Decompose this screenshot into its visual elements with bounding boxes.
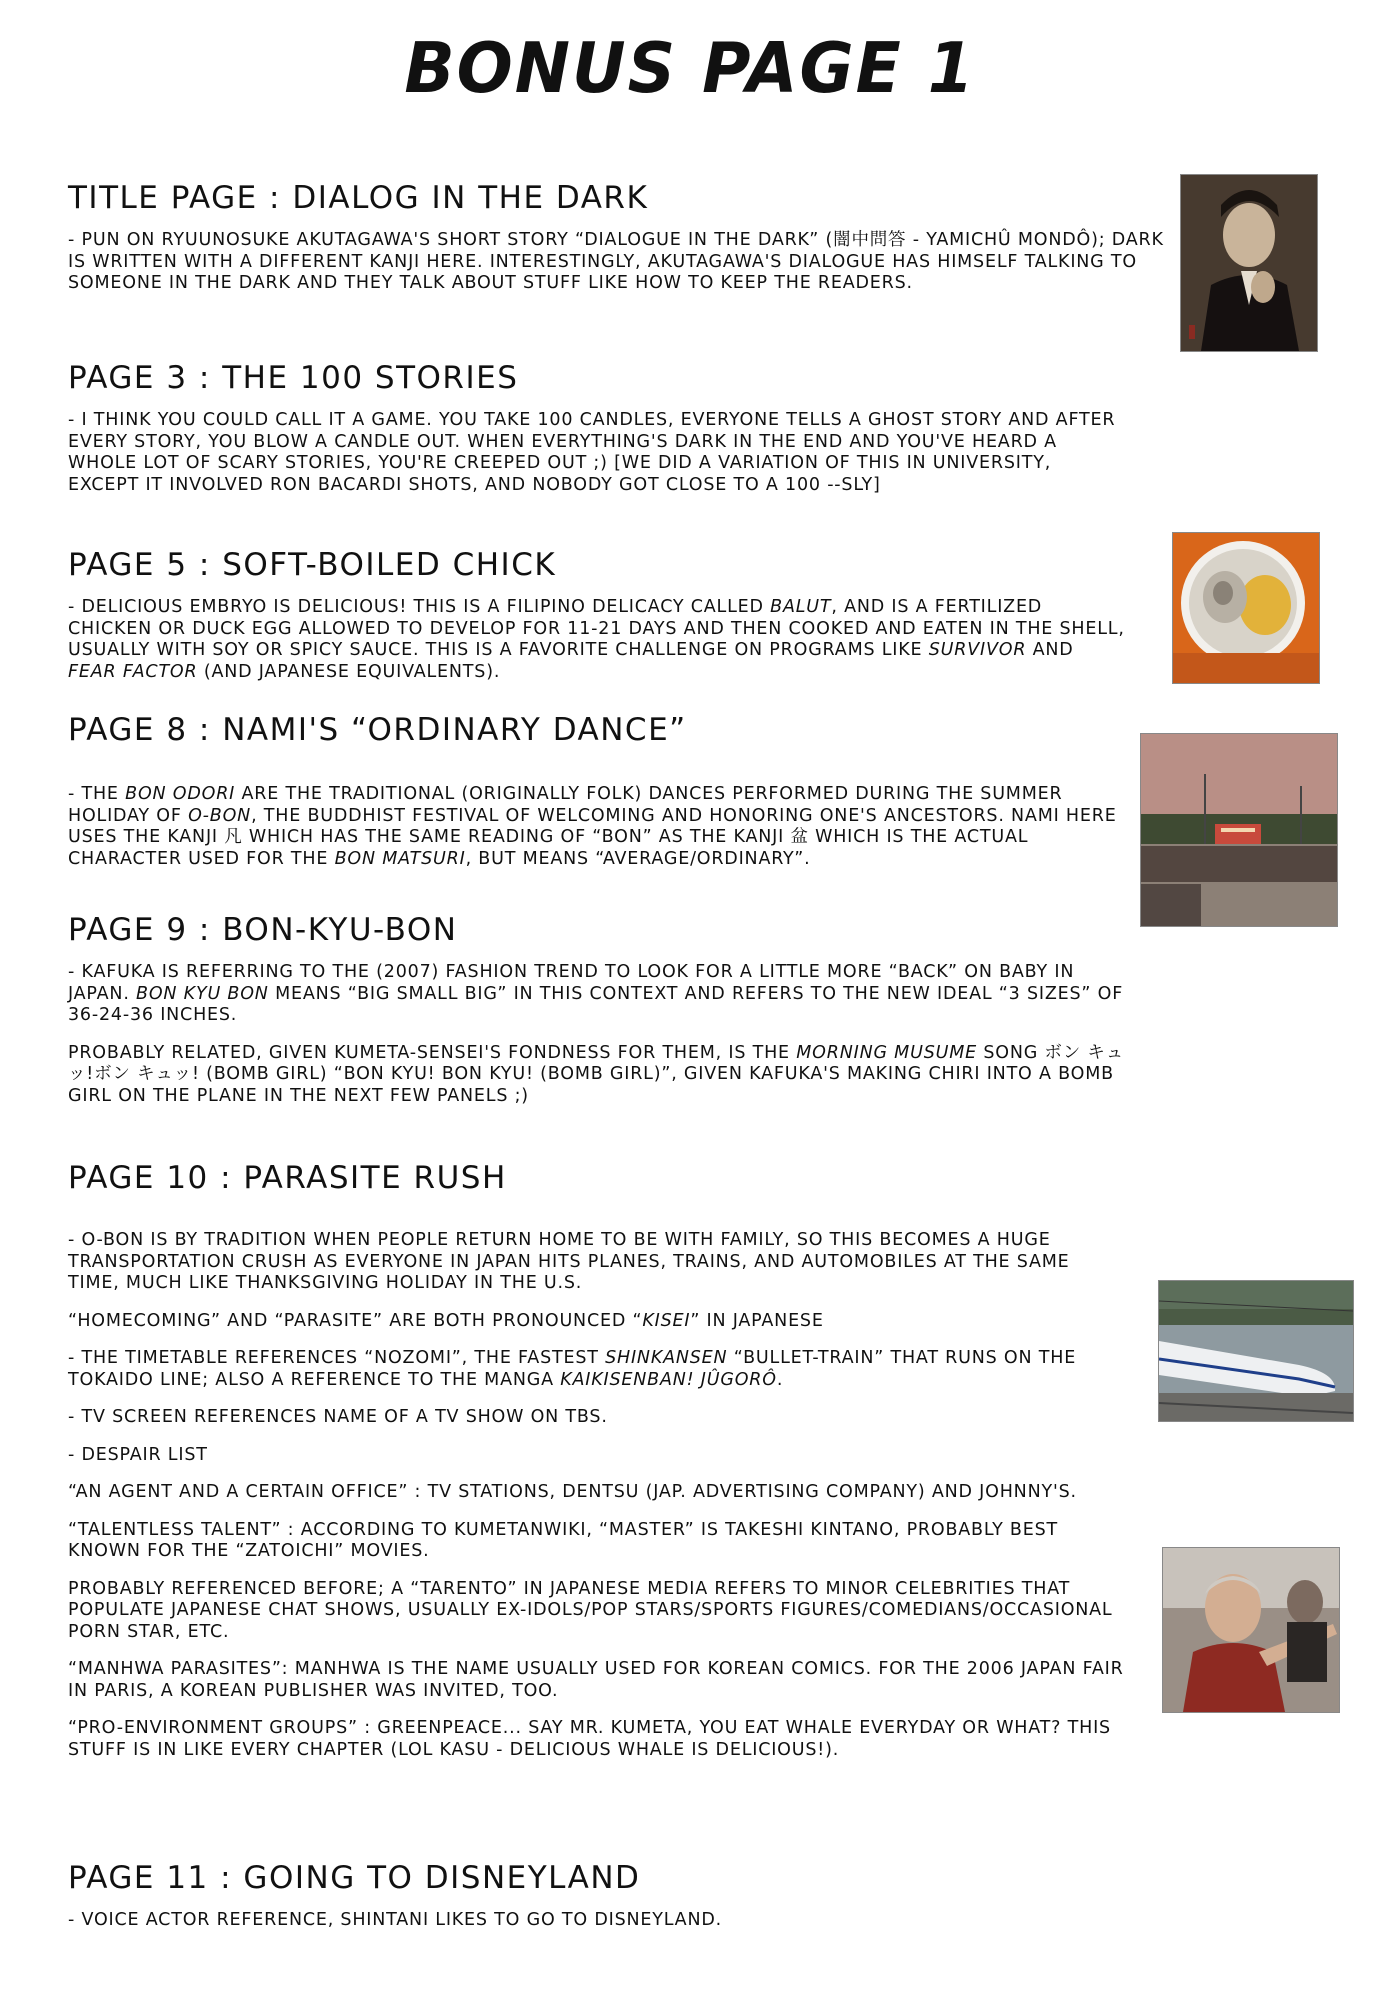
section-text: “MANHWA PARASITES”: MANHWA IS THE NAME USUALLY USED FOR KOREAN COMICS. FOR THE 2006 JAPAN FAIR IN PARIS, A KOREAN PUBLISHER WAS INVITED, TOO. — [68, 1659, 1124, 1701]
section-text: - DELICIOUS EMBRYO IS DELICIOUS! THIS IS A FILIPINO DELICACY CALLED BALUT, AND IS A FERTILIZED CHICKEN OR DUCK EGG ALLOWED TO DEVELOP FOR 11-21 DAYS AND THEN COOKED AND EATEN IN THE SHELL, USUALLY WITH SOY OR SPICY SAUCE. THIS IS A FAVORITE CHALLENGE ON PROGRAMS LIKE SURVIVOR AND FEAR FACTOR (AND JAPANESE EQUIVALENTS). — [68, 597, 1125, 682]
section-text: PROBABLY RELATED, GIVEN KUMETA-SENSEI'S FONDNESS FOR THEM, IS THE MORNING MUSUME SONG ボン キュッ!ボン キュッ! (BOMB GIRL) “BON KYU! BON KYU! (BOMB GIRL)”, GIVEN KAFUKA'S MAKING CHIRI INTO A BOMB GIRL ON THE PLANE IN THE NEXT FEW PANELS ;) — [68, 1042, 1124, 1106]
section-page9 — [68, 912, 1128, 1123]
page-title: BONUS PAGE 1 — [404, 28, 976, 109]
section-text: - I THINK YOU COULD CALL IT A GAME. YOU TAKE 100 CANDLES, EVERYONE TELLS A GHOST STORY AND AFTER EVERY STORY, YOU BLOW A CANDLE OUT. WHEN EVERYTHING'S DARK IN THE END AND YOU'VE HEARD A WHOLE LOT OF SCARY STORIES, YOU'RE CREEPED OUT ;) [WE DID A VARIATION OF THIS IN UNIVERSITY, EXCEPT IT INVOLVED RON BACARDI SHOTS, AND NOBODY GOT CLOSE TO A 100 --SLY] — [68, 410, 1116, 495]
shinkansen-train-photo — [1158, 1280, 1354, 1422]
bon-odori-festival-photo — [1140, 733, 1338, 927]
akutagawa-portrait-photo — [1180, 174, 1318, 352]
balut-egg-photo — [1172, 532, 1320, 684]
section-text: - TV SCREEN REFERENCES NAME OF A TV SHOW ON TBS. — [68, 1407, 608, 1427]
section-heading: PAGE 8 : NAMI'S “ORDINARY DANCE” — [68, 712, 687, 748]
section-page3 — [68, 360, 1128, 512]
section-page10 — [68, 1160, 1158, 1777]
section-text: - O-BON IS BY TRADITION WHEN PEOPLE RETURN HOME TO BE WITH FAMILY, SO THIS BECOMES A HUGE TRANSPORTATION CRUSH AS EVERYONE IN JAPAN HITS PLANES, TRAINS, AND AUTOMOBILES AT THE SAME TIME, MUCH LIKE THANKSGIVING HOLIDAY IN THE U.S. — [68, 1230, 1070, 1293]
section-text: “PRO-ENVIRONMENT GROUPS” : GREENPEACE... SAY MR. KUMETA, YOU EAT WHALE EVERYDAY OR WHAT? THIS STUFF IS IN LIKE EVERY CHAPTER (LOL KASU - DELICIOUS WHALE IS DELICIOUS!). — [68, 1718, 1111, 1760]
section-text: “AN AGENT AND A CERTAIN OFFICE” : TV STATIONS, DENTSU (JAP. ADVERTISING COMPANY) AND JOHNNY'S. — [68, 1482, 1077, 1502]
section-text: - THE TIMETABLE REFERENCES “NOZOMI”, THE FASTEST SHINKANSEN “BULLET-TRAIN” THAT RUNS ON THE TOKAIDO LINE; ALSO A REFERENCE TO THE MANGA KAIKISENBAN! JÛGORÔ. — [68, 1348, 1077, 1390]
section-text: - THE BON ODORI ARE THE TRADITIONAL (ORIGINALLY FOLK) DANCES PERFORMED DURING THE SUMMER HOLIDAY OF O-BON, THE BUDDHIST FESTIVAL OF WELCOMING AND HONORING ONE'S ANCESTORS. NAMI HERE USES THE KANJI 凡 WHICH HAS THE SAME READING OF “BON” AS THE KANJI 盆 WHICH IS THE ACTUAL CHARACTER USED FOR THE BON MATSURI, BUT MEANS “AVERAGE/ORDINARY”. — [68, 784, 1117, 869]
section-page11 — [68, 1860, 1128, 1948]
section-heading: PAGE 10 : PARASITE RUSH — [68, 1160, 507, 1196]
section-page5 — [68, 547, 1128, 699]
takeshi-kitano-photo — [1162, 1547, 1340, 1713]
section-heading: PAGE 9 : BON-KYU-BON — [68, 912, 458, 948]
section-heading: PAGE 3 : THE 100 STORIES — [68, 360, 519, 396]
section-heading: PAGE 5 : SOFT-BOILED CHICK — [68, 547, 557, 583]
section-heading: PAGE 11 : GOING TO DISNEYLAND — [68, 1860, 641, 1896]
section-text: - PUN ON RYUUNOSUKE AKUTAGAWA'S SHORT STORY “DIALOGUE IN THE DARK” (闇中問答 - YAMICHÛ MONDÔ); DARK IS WRITTEN WITH A DIFFERENT KANJI HERE. INTERESTINGLY, AKUTAGAWA'S DIALOGUE HAS HIMSELF TALKING TO SOMEONE IN THE DARK AND THEY TALK ABOUT STUFF LIKE HOW TO KEEP THE READERS. — [68, 230, 1164, 293]
section-text: “TALENTLESS TALENT” : ACCORDING TO KUMETANWIKI, “MASTER” IS TAKESHI KINTANO, PROBABLY BEST KNOWN FOR THE “ZATOICHI” MOVIES. — [68, 1519, 1058, 1561]
section-text: - KAFUKA IS REFERRING TO THE (2007) FASHION TREND TO LOOK FOR A LITTLE MORE “BACK” ON BABY IN JAPAN. BON KYU BON MEANS “BIG SMALL BIG” IN THIS CONTEXT AND REFERS TO THE NEW IDEAL “3 SIZES” OF 36-24-36 INCHES. — [68, 962, 1124, 1025]
section-text: “HOMECOMING” AND “PARASITE” ARE BOTH PRONOUNCED “KISEI” IN JAPANESE — [68, 1310, 824, 1331]
section-text: PROBABLY REFERENCED BEFORE; A “TARENTO” IN JAPANESE MEDIA REFERS TO MINOR CELEBRITIES THAT POPULATE JAPANESE CHAT SHOWS, USUALLY EX-IDOLS/POP STARS/SPORTS FIGURES/COMEDIANS/OCCASIONAL PORN STAR, ETC. — [68, 1578, 1113, 1642]
section-heading: TITLE PAGE : DIALOG IN THE DARK — [68, 180, 649, 216]
section-page8 — [68, 712, 1148, 886]
section-text: - VOICE ACTOR REFERENCE, SHINTANI LIKES TO GO TO DISNEYLAND. — [68, 1910, 722, 1930]
section-title-page — [68, 180, 1178, 311]
section-text: - DESPAIR LIST — [68, 1444, 208, 1465]
